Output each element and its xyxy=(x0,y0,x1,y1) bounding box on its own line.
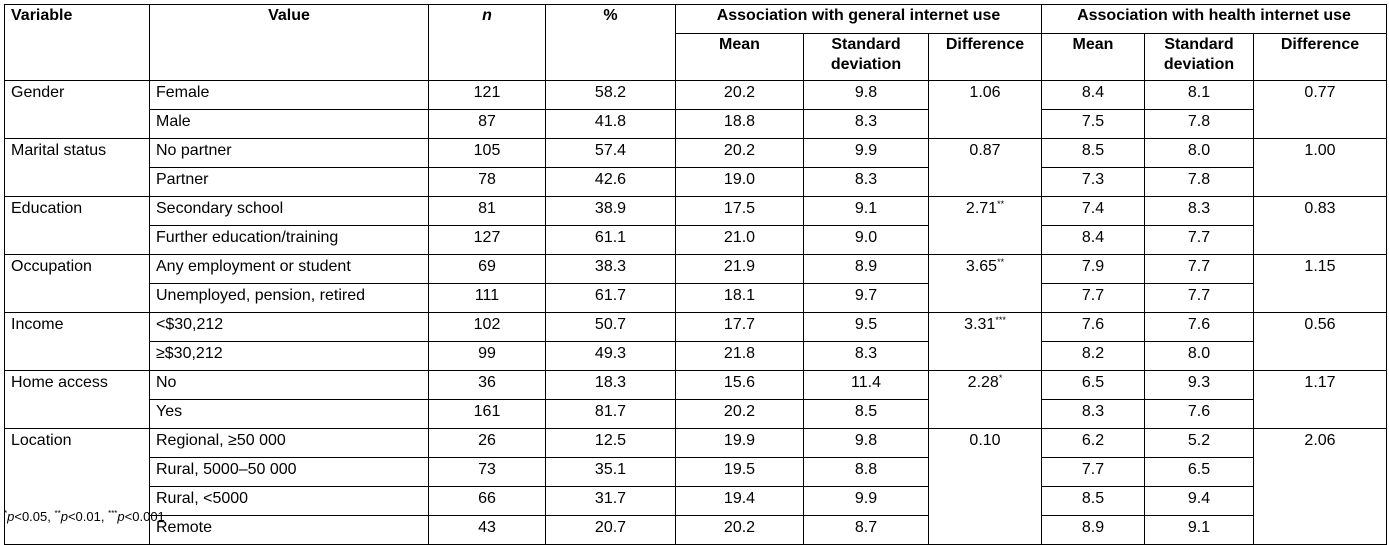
n-cell: 36 xyxy=(429,371,546,400)
value-cell: Regional, ≥50 000 xyxy=(150,429,429,458)
n-cell: 105 xyxy=(429,139,546,168)
value-cell: Rural, 5000–50 000 xyxy=(150,458,429,487)
general-sd-cell: 8.7 xyxy=(804,516,929,545)
general-difference-cell xyxy=(929,255,1042,313)
general-sd-cell: 9.7 xyxy=(804,284,929,313)
n-cell: 26 xyxy=(429,429,546,458)
value-cell: ≥$30,212 xyxy=(150,342,429,371)
value-cell: Secondary school xyxy=(150,197,429,226)
general-difference-value: 0.87 xyxy=(969,142,1001,159)
n-cell: 78 xyxy=(429,168,546,197)
general-sd-cell: 8.8 xyxy=(804,458,929,487)
percent-cell: 35.1 xyxy=(546,458,676,487)
table-row xyxy=(5,342,1387,371)
value-cell: Rural, <5000 xyxy=(150,487,429,516)
health-sd-cell: 8.0 xyxy=(1145,139,1254,168)
general-difference-cell xyxy=(929,429,1042,545)
health-sd-cell: 7.6 xyxy=(1145,313,1254,342)
general-difference-value: 3.31 xyxy=(964,316,996,333)
table-row xyxy=(5,487,1387,516)
health-sd-cell: 8.3 xyxy=(1145,197,1254,226)
general-sd-cell: 9.9 xyxy=(804,139,929,168)
health-mean-cell: 7.7 xyxy=(1042,284,1145,313)
table-row xyxy=(5,458,1387,487)
general-mean-cell: 19.0 xyxy=(676,168,804,197)
health-mean-cell: 8.5 xyxy=(1042,139,1145,168)
value-cell: No partner xyxy=(150,139,429,168)
significance-mark: * xyxy=(998,373,1003,383)
table-row xyxy=(5,110,1387,139)
results-table xyxy=(4,4,1387,545)
health-mean-cell: 7.9 xyxy=(1042,255,1145,284)
n-cell: 127 xyxy=(429,226,546,255)
general-sd-cell: 9.1 xyxy=(804,197,929,226)
n-cell: 81 xyxy=(429,197,546,226)
health-sd-cell: 9.3 xyxy=(1145,371,1254,400)
general-sd-cell: 8.3 xyxy=(804,342,929,371)
table-row xyxy=(5,226,1387,255)
health-mean-cell: 8.5 xyxy=(1042,487,1145,516)
health-mean-cell: 8.4 xyxy=(1042,81,1145,110)
percent-cell: 50.7 xyxy=(546,313,676,342)
general-difference-value: 3.65 xyxy=(965,258,998,275)
table-row xyxy=(5,313,1387,342)
table-row xyxy=(5,371,1387,400)
table-body xyxy=(5,81,1387,545)
table-container xyxy=(4,4,1387,545)
header-general-internet-use: Association with general internet use xyxy=(676,5,1042,34)
general-difference-cell xyxy=(929,197,1042,255)
percent-cell: 61.7 xyxy=(546,284,676,313)
health-sd-cell: 7.7 xyxy=(1145,255,1254,284)
header-row-1 xyxy=(5,5,1387,34)
significance-mark: ** xyxy=(997,257,1005,267)
general-difference-value: 2.28 xyxy=(967,374,999,391)
n-cell: 87 xyxy=(429,110,546,139)
health-sd-cell: 6.5 xyxy=(1145,458,1254,487)
general-difference-cell xyxy=(929,81,1042,139)
health-mean-cell: 7.7 xyxy=(1042,458,1145,487)
percent-cell: 58.2 xyxy=(546,81,676,110)
general-mean-cell: 18.8 xyxy=(676,110,804,139)
general-sd-cell: 8.5 xyxy=(804,400,929,429)
header-health-mean: Mean xyxy=(1042,34,1145,81)
value-cell: <$30,212 xyxy=(150,313,429,342)
variable-cell: Education xyxy=(5,197,150,255)
general-mean-cell: 20.2 xyxy=(676,81,804,110)
general-mean-cell: 21.0 xyxy=(676,226,804,255)
n-cell: 73 xyxy=(429,458,546,487)
n-cell: 99 xyxy=(429,342,546,371)
health-mean-cell: 6.5 xyxy=(1042,371,1145,400)
health-difference-cell: 0.77 xyxy=(1254,81,1387,139)
percent-cell: 41.8 xyxy=(546,110,676,139)
general-difference-value: 0.10 xyxy=(969,432,1001,449)
health-mean-cell: 7.6 xyxy=(1042,313,1145,342)
value-cell: Female xyxy=(150,81,429,110)
health-sd-cell: 5.2 xyxy=(1145,429,1254,458)
general-mean-cell: 15.6 xyxy=(676,371,804,400)
general-difference-value: 2.71 xyxy=(965,200,998,217)
health-mean-cell: 8.4 xyxy=(1042,226,1145,255)
value-cell: Yes xyxy=(150,400,429,429)
health-mean-cell: 6.2 xyxy=(1042,429,1145,458)
percent-cell: 31.7 xyxy=(546,487,676,516)
variable-cell: Occupation xyxy=(5,255,150,313)
footnote-mark-3: *** xyxy=(108,509,118,518)
general-mean-cell: 21.9 xyxy=(676,255,804,284)
header-health-sd: Standard deviation xyxy=(1145,34,1254,81)
value-cell: Remote xyxy=(150,516,429,545)
general-mean-cell: 17.7 xyxy=(676,313,804,342)
general-mean-cell: 20.2 xyxy=(676,400,804,429)
percent-cell: 61.1 xyxy=(546,226,676,255)
general-difference-cell xyxy=(929,371,1042,429)
n-cell: 43 xyxy=(429,516,546,545)
footnote-text-2: <0.01, xyxy=(67,509,109,524)
footnote-mark-2: ** xyxy=(54,509,61,518)
health-difference-cell: 0.83 xyxy=(1254,197,1387,255)
table-row xyxy=(5,81,1387,110)
percent-cell: 38.3 xyxy=(546,255,676,284)
health-mean-cell: 7.5 xyxy=(1042,110,1145,139)
health-sd-cell: 8.1 xyxy=(1145,81,1254,110)
table-row xyxy=(5,168,1387,197)
health-difference-cell: 0.56 xyxy=(1254,313,1387,371)
general-sd-cell: 9.8 xyxy=(804,81,929,110)
health-mean-cell: 8.3 xyxy=(1042,400,1145,429)
general-sd-cell: 9.8 xyxy=(804,429,929,458)
general-difference-value: 1.06 xyxy=(969,84,1001,101)
table-header xyxy=(5,5,1387,81)
general-mean-cell: 19.5 xyxy=(676,458,804,487)
table-row xyxy=(5,197,1387,226)
table-row xyxy=(5,400,1387,429)
header-health-internet-use: Association with health internet use xyxy=(1042,5,1387,34)
value-cell: Unemployed, pension, retired xyxy=(150,284,429,313)
header-general-difference: Difference xyxy=(929,34,1042,81)
significance-footnote xyxy=(4,510,165,524)
health-mean-cell: 8.9 xyxy=(1042,516,1145,545)
health-mean-cell: 7.4 xyxy=(1042,197,1145,226)
variable-cell: Location xyxy=(5,429,150,545)
footnote-p-2: p xyxy=(60,509,68,524)
health-difference-cell: 1.15 xyxy=(1254,255,1387,313)
general-sd-cell: 9.5 xyxy=(804,313,929,342)
table-row xyxy=(5,516,1387,545)
variable-cell: Gender xyxy=(5,81,150,139)
general-mean-cell: 21.8 xyxy=(676,342,804,371)
n-cell: 102 xyxy=(429,313,546,342)
health-sd-cell: 7.8 xyxy=(1145,110,1254,139)
health-mean-cell: 7.3 xyxy=(1042,168,1145,197)
value-cell: Any employment or student xyxy=(150,255,429,284)
variable-cell: Income xyxy=(5,313,150,371)
percent-cell: 81.7 xyxy=(546,400,676,429)
health-sd-cell: 9.4 xyxy=(1145,487,1254,516)
footnote-p-3: p xyxy=(117,509,125,524)
general-sd-cell: 8.9 xyxy=(804,255,929,284)
percent-cell: 18.3 xyxy=(546,371,676,400)
health-difference-cell: 1.00 xyxy=(1254,139,1387,197)
general-mean-cell: 17.5 xyxy=(676,197,804,226)
health-difference-cell: 2.06 xyxy=(1254,429,1387,545)
n-cell: 121 xyxy=(429,81,546,110)
header-general-mean: Mean xyxy=(676,34,804,81)
percent-cell: 12.5 xyxy=(546,429,676,458)
n-cell: 161 xyxy=(429,400,546,429)
percent-cell: 57.4 xyxy=(546,139,676,168)
health-sd-cell: 7.7 xyxy=(1145,226,1254,255)
health-sd-cell: 7.7 xyxy=(1145,284,1254,313)
general-difference-cell xyxy=(929,313,1042,371)
general-sd-cell: 9.9 xyxy=(804,487,929,516)
health-sd-cell: 8.0 xyxy=(1145,342,1254,371)
table-row xyxy=(5,255,1387,284)
general-mean-cell: 20.2 xyxy=(676,139,804,168)
footnote-mark-1: * xyxy=(4,509,8,518)
percent-cell: 49.3 xyxy=(546,342,676,371)
general-sd-cell: 9.0 xyxy=(804,226,929,255)
variable-cell: Home access xyxy=(5,371,150,429)
health-sd-cell: 9.1 xyxy=(1145,516,1254,545)
general-difference-cell xyxy=(929,139,1042,197)
header-value: Value xyxy=(150,5,429,81)
header-variable: Variable xyxy=(5,5,150,81)
table-row xyxy=(5,139,1387,168)
health-sd-cell: 7.6 xyxy=(1145,400,1254,429)
significance-mark: *** xyxy=(995,315,1006,325)
header-percent: % xyxy=(546,5,676,81)
general-mean-cell: 19.9 xyxy=(676,429,804,458)
header-n: n xyxy=(429,5,546,81)
table-row xyxy=(5,429,1387,458)
percent-cell: 42.6 xyxy=(546,168,676,197)
general-mean-cell: 19.4 xyxy=(676,487,804,516)
general-mean-cell: 20.2 xyxy=(676,516,804,545)
value-cell: Male xyxy=(150,110,429,139)
health-sd-cell: 7.8 xyxy=(1145,168,1254,197)
footnote-p-1: p xyxy=(7,509,15,524)
health-difference-cell: 1.17 xyxy=(1254,371,1387,429)
percent-cell: 38.9 xyxy=(546,197,676,226)
value-cell: No xyxy=(150,371,429,400)
header-general-sd: Standard deviation xyxy=(804,34,929,81)
value-cell: Further education/training xyxy=(150,226,429,255)
general-sd-cell: 8.3 xyxy=(804,110,929,139)
value-cell: Partner xyxy=(150,168,429,197)
n-cell: 66 xyxy=(429,487,546,516)
table-row xyxy=(5,284,1387,313)
general-sd-cell: 8.3 xyxy=(804,168,929,197)
health-mean-cell: 8.2 xyxy=(1042,342,1145,371)
percent-cell: 20.7 xyxy=(546,516,676,545)
significance-mark: ** xyxy=(997,199,1005,209)
general-mean-cell: 18.1 xyxy=(676,284,804,313)
footnote-text-1: <0.05, xyxy=(14,509,55,524)
general-sd-cell: 11.4 xyxy=(804,371,929,400)
n-cell: 111 xyxy=(429,284,546,313)
n-cell: 69 xyxy=(429,255,546,284)
variable-cell: Marital status xyxy=(5,139,150,197)
footnote-text-3: <0.001 xyxy=(124,509,165,524)
header-health-difference: Difference xyxy=(1254,34,1387,81)
